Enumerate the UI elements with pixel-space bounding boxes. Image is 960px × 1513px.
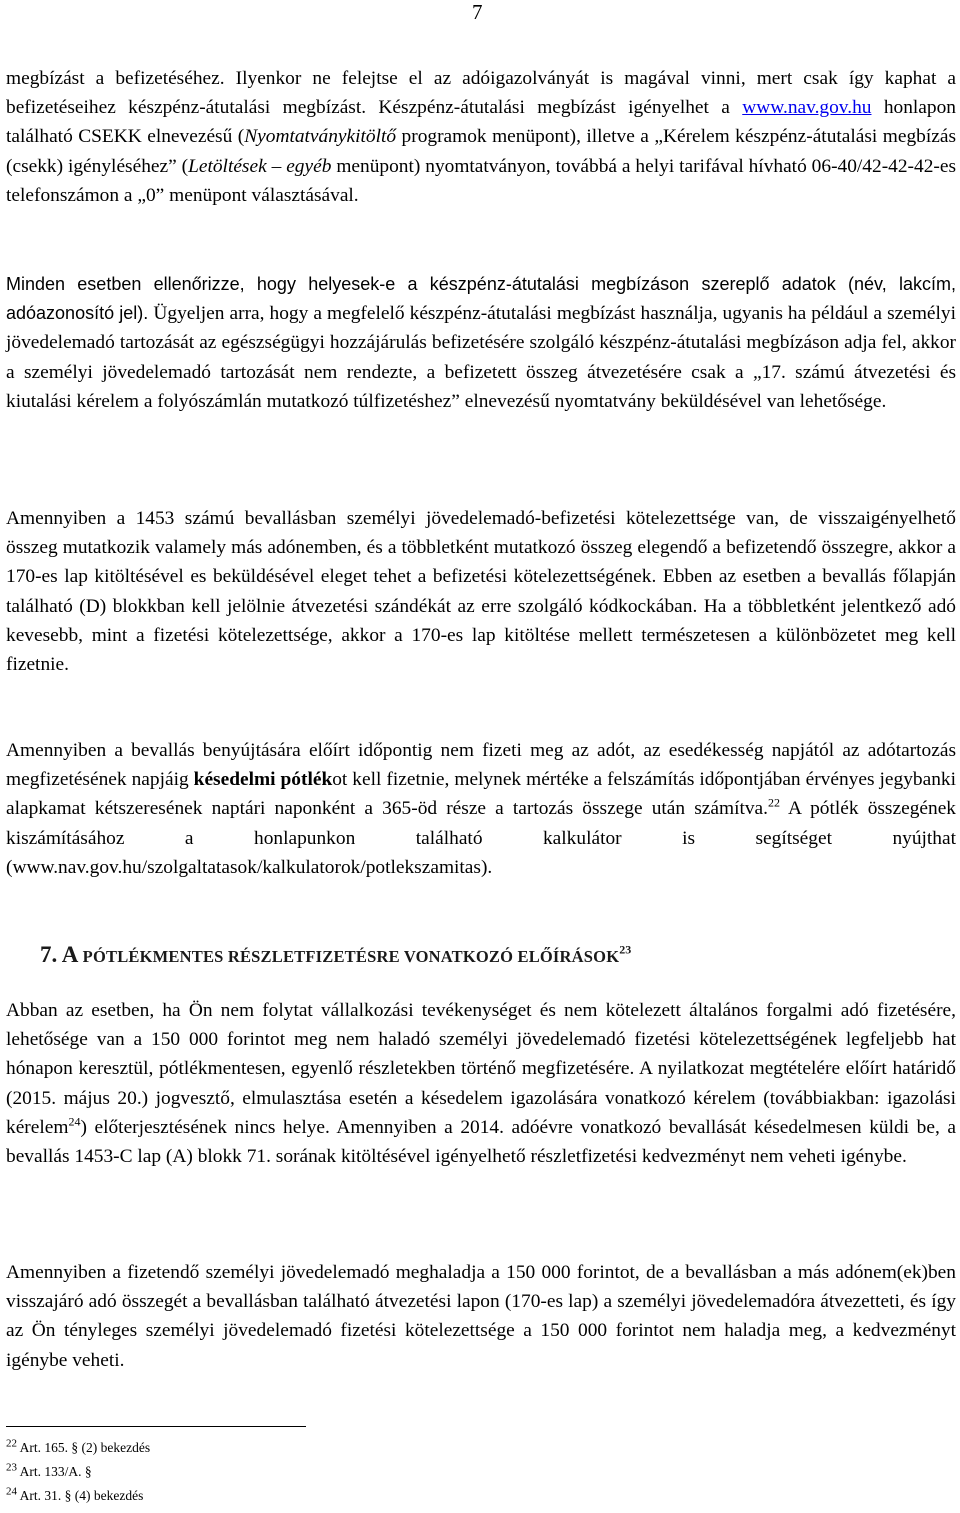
- footnote-divider: [6, 1426, 306, 1427]
- section-number: 7.: [40, 942, 58, 967]
- footnote-number: 24: [6, 1485, 17, 1498]
- bold-term: késedelmi pótlék: [193, 769, 333, 791]
- footnote-number: 22: [6, 1437, 17, 1450]
- section-heading: [40, 940, 631, 972]
- paragraph-text: ot kell fizetnie, melynek mértéke a felszámítás időpontjában érvényes jegybanki alapkamat kétszeresének naptári naponként a 365-öd része a tartozás összege után számítva.: [6, 769, 956, 820]
- paragraph-late-penalty: [6, 736, 956, 882]
- paragraph-text: Ügyeljen arra, hogy a megfelelő készpénz-átutalási megbízást használja, ugyanis ha például a személyi jövedelemadó tartozását az egészségügyi hozzájárulás befizetésére szolgáló készpénz-átutalási megbízáson adja fel, akkor a személyi jövedelemadó tartozását nem rendezte, a befizetett összeg átvezetésére csak a „17. számú átvezetési és kiutalási kérelem a folyószámlán mutatkozó túlfizetéshez” elnevezésű nyomtatvány beküldésével van lehetősége.: [6, 303, 956, 412]
- paragraph-text: Abban az esetben, ha Ön nem folytat vállalkozási tevékenységet és nem kötelezett általános forgalmi adó fizetésére, lehetősége van a 150 000 forintot meg nem haladó személyi jövedelemadó fizetési kötelezettségének legfeljebb hat hónapon keresztül, pótlékmentesen, egyenlő részletekben történő megfizetésére. A nyilatkozat megtételére előírt határidő (2015. május 20.) jogvesztő, elmulasztása esetén a késedelem igazolására vonatkozó kérelem (továbbiakban: igazolási kérelem: [6, 1000, 956, 1138]
- section-title-initial: A: [61, 942, 79, 967]
- footnote-ref: 24: [68, 1114, 81, 1129]
- footnote: [6, 1436, 150, 1460]
- footnotes: [6, 1436, 150, 1508]
- paragraph-verify-data: [6, 270, 956, 416]
- italic-menu-name: Nyomtatványkitöltő: [244, 126, 397, 148]
- paragraph-text: A pótlék összegének kiszámításához a honlapunkon található kalkulátor is segítséget nyújthat (www.nav.gov.hu/szolgaltatasok/kalkulatorok/potlekszamitas).: [6, 798, 956, 878]
- paragraph-text: menüpont) nyomtatványon, továbbá a helyi tarifával hívható 06-40/42-42-42-es telefonszámon a „0” menüpont választásával.: [6, 155, 956, 206]
- footnote-number: 23: [6, 1461, 17, 1474]
- footnote-text: Art. 133/A. §: [19, 1464, 92, 1479]
- paragraph-text: programok menüpont), illetve a „Kérelem készpénz-átutalási megbízás (csekk) igényléséhez” (: [6, 126, 956, 177]
- page-number: 7: [472, 0, 483, 24]
- footnote: [6, 1460, 150, 1484]
- italic-menu-name: Letöltések – egyéb: [188, 155, 332, 177]
- paragraph-1453-transfer: Amennyiben a 1453 számú bevallásban személyi jövedelemadó-befizetési kötelezettsége van, de visszaigényelhető összeg mutatkozik valamely más adónemben, és a többletként mutatkozó összeg elegendő a befizetendő összegre, akkor a 170-es lap kitöltésével es beküldésével eleget tehet a befizetési kötelezettségének. Ebben az esetben a bevallás főlapján található (D) blokkban kell jelölnie átvezetési szándékát az erre szolgáló kódkockában. Ha a többletként jelentkező adó kevesebb, mint a fizetési kötelezettsége, akkor a 170-es lap kitöltése mellett természetesen a különbözetet meg kell fizetnie.: [6, 508, 956, 676]
- paragraph-text: Amennyiben a bevallás benyújtására előírt időpontig nem fizeti meg az adót, az esedékesség napjától az adótartozás megfizetésének napjáig: [6, 740, 956, 791]
- paragraph-text: honlapon található CSEKK elnevezésű (: [6, 97, 956, 148]
- footnote-ref: 23: [619, 942, 632, 957]
- paragraph-installment: [6, 996, 956, 1171]
- section-title: PÓTLÉKMENTES RÉSZLETFIZETÉSRE VONATKOZÓ ELŐÍRÁSOK: [78, 947, 620, 966]
- paragraph-threshold: Amennyiben a fizetendő személyi jövedelemadó meghaladja a 150 000 forintot, de a bevallásban a más adónem(ek)ben visszajáró adó összegét a bevallásban található átvezetési lapon (170-es lap) a személyi jövedelemadóra átvezetteti, és így az Ön tényleges személyi jövedelemadó fizetési kötelezettsége a 150 000 forintot nem haladja meg, a kedvezményt igénybe veheti.: [6, 1262, 956, 1371]
- footnote-text: Art. 165. § (2) bekezdés: [19, 1440, 151, 1455]
- paragraph-text: Minden esetben ellenőrizze, hogy helyesek-e a készpénz-átutalási megbízáson szereplő adatok (név, lakcím, adóazonosító jel).: [6, 274, 956, 324]
- footnote-ref: 22: [768, 795, 780, 810]
- paragraph-text: megbízást a befizetéséhez. Ilyenkor ne felejtse el az adóigazolványát is magával vinni, mert csak így kaphat a befizetéseihez készpénz-átutalási megbízást. Készpénz-átutalási megbízást igényelhet a: [6, 68, 956, 119]
- footnote: [6, 1484, 150, 1508]
- footnote-text: Art. 31. § (4) bekezdés: [19, 1488, 144, 1503]
- nav-website-link[interactable]: www.nav.gov.hu: [742, 97, 872, 119]
- paragraph-csekk-info: [6, 64, 956, 210]
- paragraph-text: ) előterjesztésének nincs helye. Amennyiben a 2014. adóévre vonatkozó bevallását késedelmesen küldi be, a bevallás 1453-C lap (A) blokk 71. sorának kitöltésével igényelhető részletfizetési kedvezményt nem veheti igénybe.: [6, 1116, 956, 1168]
